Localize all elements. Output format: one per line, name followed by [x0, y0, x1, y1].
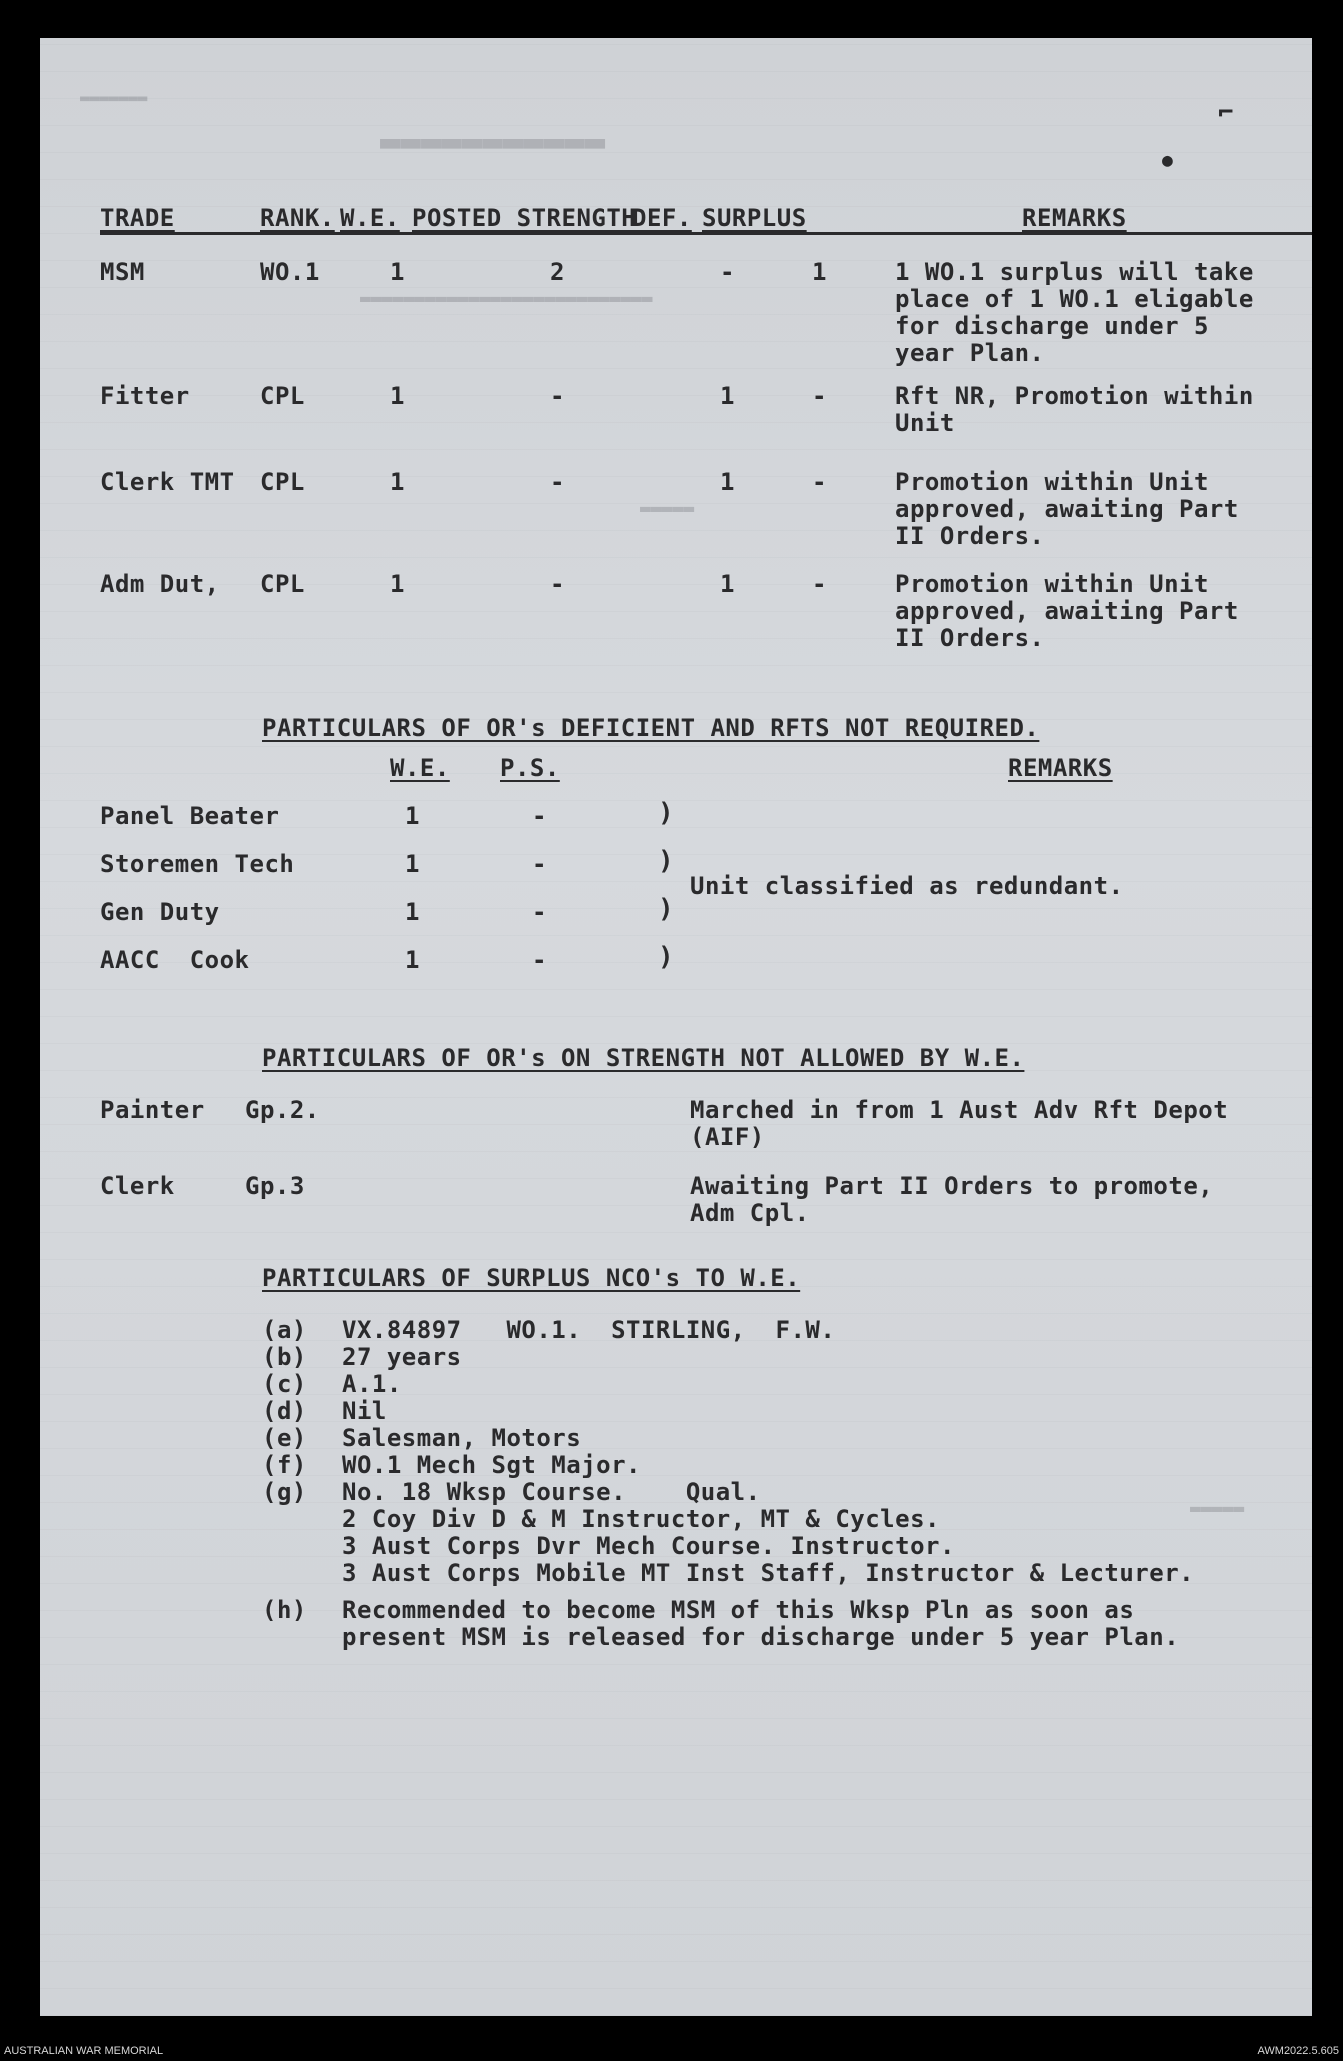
- deficient-we: 1: [405, 850, 420, 878]
- deficient-col-we: W.E.: [390, 754, 450, 782]
- not-allowed-remark-line: (AIF): [690, 1123, 765, 1151]
- row-def: 1: [720, 570, 735, 598]
- surplus-letter: (d): [262, 1397, 307, 1425]
- row-posted: -: [550, 570, 565, 598]
- row-posted: -: [550, 382, 565, 410]
- deficient-trade: AACC Cook: [100, 946, 250, 974]
- row-rank: CPL: [260, 570, 305, 598]
- row-remark-line: approved, awaiting Part: [895, 495, 1239, 523]
- row-rank: CPL: [260, 382, 305, 410]
- row-remark-line: Rft NR, Promotion within: [895, 382, 1254, 410]
- row-surplus: 1: [812, 258, 827, 286]
- not-allowed-heading: PARTICULARS OF OR's ON STRENGTH NOT ALLOWED BY W.E.: [262, 1044, 1025, 1072]
- surplus-line: 27 years: [342, 1343, 462, 1371]
- row-remark-line: II Orders.: [895, 624, 1045, 652]
- row-we: 1: [390, 570, 405, 598]
- surplus-letter: (e): [262, 1424, 307, 1452]
- footer-right: AWM2022.5.605: [1257, 2045, 1339, 2057]
- row-rank: WO.1: [260, 258, 320, 286]
- bracket: ): [658, 942, 674, 972]
- deficient-col-ps: P.S.: [500, 754, 560, 782]
- deficient-col-remarks: REMARKS: [1008, 754, 1113, 782]
- deficient-ps: -: [532, 802, 547, 830]
- row-remark-line: Promotion within Unit: [895, 468, 1209, 496]
- surplus-line: Recommended to become MSM of this Wksp Pln as soon as: [342, 1596, 1135, 1624]
- surplus-line: Salesman, Motors: [342, 1424, 582, 1452]
- not-allowed-remark-line: Awaiting Part II Orders to promote,: [690, 1172, 1214, 1200]
- surplus-letter: (f): [262, 1451, 307, 1479]
- row-trade: MSM: [100, 258, 145, 286]
- surplus-letter: (c): [262, 1370, 307, 1398]
- header-rule: [100, 232, 1312, 235]
- surplus-line: 2 Coy Div D & M Instructor, MT & Cycles.: [342, 1505, 940, 1533]
- surplus-line: WO.1 Mech Sgt Major.: [342, 1451, 641, 1479]
- surplus-line: No. 18 Wksp Course. Qual.: [342, 1478, 761, 1506]
- punch-hole-mark: ●: [1162, 150, 1174, 171]
- deficient-we: 1: [405, 898, 420, 926]
- not-allowed-trade: Clerk: [100, 1172, 175, 1200]
- row-posted: 2: [550, 258, 565, 286]
- deficient-heading: PARTICULARS OF OR's DEFICIENT AND RFTS NOT REQUIRED.: [262, 714, 1040, 742]
- bracket: ): [658, 798, 674, 828]
- row-remark-line: for discharge under 5: [895, 312, 1209, 340]
- row-surplus: -: [812, 382, 827, 410]
- row-def: 1: [720, 468, 735, 496]
- deficient-ps: -: [532, 946, 547, 974]
- surplus-line: 3 Aust Corps Dvr Mech Course. Instructor.: [342, 1532, 955, 1560]
- surplus-line: Nil: [342, 1397, 387, 1425]
- deficient-trade: Storemen Tech: [100, 850, 295, 878]
- col-posted-strength: POSTED STRENGTH: [412, 204, 637, 232]
- bleed-through-mark: ▬▬▬▬▬▬▬▬▬▬▬▬▬▬▬▬▬▬▬▬▬▬▬▬▬▬▬: [360, 288, 653, 309]
- row-surplus: -: [812, 570, 827, 598]
- surplus-line: present MSM is released for discharge under 5 year Plan.: [342, 1623, 1180, 1651]
- row-remark-line: Unit: [895, 409, 955, 437]
- row-we: 1: [390, 382, 405, 410]
- deficient-trade: Gen Duty: [100, 898, 220, 926]
- col-rank: RANK.: [260, 204, 335, 232]
- col-remarks: REMARKS: [1022, 204, 1127, 232]
- not-allowed-group: Gp.2.: [245, 1096, 320, 1124]
- row-posted: -: [550, 468, 565, 496]
- row-def: 1: [720, 382, 735, 410]
- row-remark-line: approved, awaiting Part: [895, 597, 1239, 625]
- row-trade: Fitter: [100, 382, 190, 410]
- row-remark-line: year Plan.: [895, 339, 1045, 367]
- deficient-ps: -: [532, 898, 547, 926]
- row-rank: CPL: [260, 468, 305, 496]
- not-allowed-group: Gp.3: [245, 1172, 305, 1200]
- not-allowed-trade: Painter: [100, 1096, 205, 1124]
- not-allowed-remark-line: Adm Cpl.: [690, 1199, 810, 1227]
- surplus-letter: (g): [262, 1478, 307, 1506]
- bleed-through-mark: ▬▬▬▬▬▬▬: [80, 88, 148, 107]
- bleed-through-mark: ▬▬▬▬▬▬▬▬▬▬▬: [380, 126, 606, 166]
- surplus-letter: (a): [262, 1316, 307, 1344]
- surplus-line: 3 Aust Corps Mobile MT Inst Staff, Instructor & Lecturer.: [342, 1559, 1195, 1587]
- bleed-through-mark: ▬▬▬▬▬: [1190, 1498, 1245, 1519]
- surplus-heading: PARTICULARS OF SURPLUS NCO's TO W.E.: [262, 1264, 801, 1292]
- surplus-letter: (b): [262, 1343, 307, 1371]
- surplus-line: A.1.: [342, 1370, 402, 1398]
- bleed-through-mark: ▬▬▬▬▬: [640, 498, 695, 519]
- footer-left: AUSTRALIAN WAR MEMORIAL: [4, 2045, 164, 2057]
- row-we: 1: [390, 258, 405, 286]
- col-surplus: SURPLUS: [702, 204, 807, 232]
- deficient-trade: Panel Beater: [100, 802, 280, 830]
- deficient-ps: -: [532, 850, 547, 878]
- row-we: 1: [390, 468, 405, 496]
- deficient-remark: Unit classified as redundant.: [690, 872, 1124, 900]
- row-surplus: -: [812, 468, 827, 496]
- row-remark-line: place of 1 WO.1 eligable: [895, 285, 1254, 313]
- deficient-we: 1: [405, 802, 420, 830]
- row-remark-line: II Orders.: [895, 522, 1045, 550]
- row-trade: Adm Dut,: [100, 570, 220, 598]
- col-def: DEF.: [632, 204, 692, 232]
- document-page: [40, 38, 1312, 2016]
- col-we: W.E.: [340, 204, 400, 232]
- deficient-we: 1: [405, 946, 420, 974]
- row-def: -: [720, 258, 735, 286]
- surplus-line: VX.84897 WO.1. STIRLING, F.W.: [342, 1316, 836, 1344]
- bracket: ): [658, 846, 674, 876]
- pencil-mark: ⌐: [1218, 98, 1235, 128]
- row-remark-line: Promotion within Unit: [895, 570, 1209, 598]
- surplus-letter: (h): [262, 1596, 307, 1624]
- row-trade: Clerk TMT: [100, 468, 235, 496]
- not-allowed-remark-line: Marched in from 1 Aust Adv Rft Depot: [690, 1096, 1229, 1124]
- col-trade: TRADE: [100, 204, 175, 232]
- row-remark-line: 1 WO.1 surplus will take: [895, 258, 1254, 286]
- bracket: ): [658, 894, 674, 924]
